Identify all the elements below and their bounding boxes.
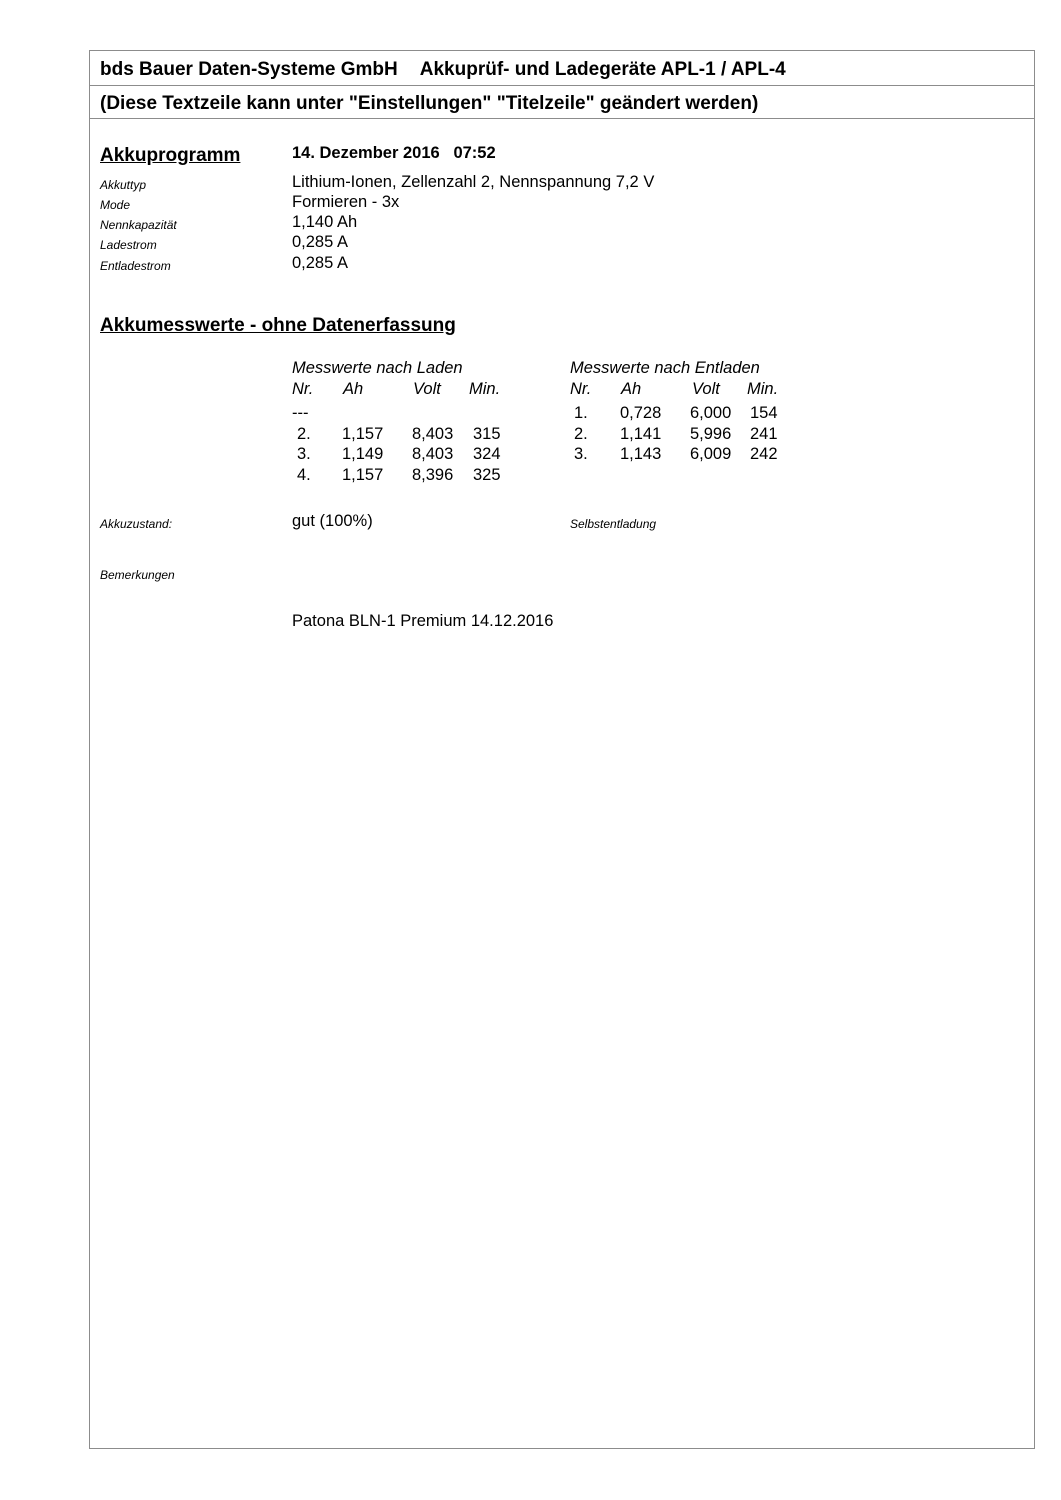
discharge-col-volt: Volt <box>692 380 720 398</box>
discharge-row-nr: 3. <box>574 445 588 463</box>
field-value-ladestrom: 0,285 A <box>292 233 348 251</box>
charge-row-nr: 4. <box>297 466 311 484</box>
program-datetime <box>292 144 496 163</box>
charge-row-min: 325 <box>473 466 501 484</box>
discharge-row-min: 241 <box>750 425 778 443</box>
discharge-row-volt: 5,996 <box>690 425 732 443</box>
discharge-table-title: Messwerte nach Entladen <box>570 359 760 377</box>
program-heading: Akkuprogramm <box>100 145 241 166</box>
discharge-col-min: Min. <box>747 380 779 398</box>
charge-row-nr: 3. <box>297 445 311 463</box>
charge-col-volt: Volt <box>413 380 441 398</box>
charge-row-ah: 1,157 <box>342 466 384 484</box>
field-label-ladestrom: Ladestrom <box>100 238 157 252</box>
discharge-row-ah: 0,728 <box>620 404 662 422</box>
field-value-akkutyp: Lithium-Ionen, Zellenzahl 2, Nennspannung 7,2 V <box>292 173 655 191</box>
charge-row-nr: 2. <box>297 425 311 443</box>
discharge-row-ah: 1,143 <box>620 445 662 463</box>
charge-col-nr: Nr. <box>292 380 314 398</box>
discharge-row-nr: 1. <box>574 404 588 422</box>
field-label-mode: Mode <box>100 198 131 212</box>
condition-value: gut (100%) <box>292 512 373 530</box>
condition-label: Akkuzustand: <box>100 517 173 531</box>
remarks-label: Bemerkungen <box>100 568 175 582</box>
charge-row-min: 315 <box>473 425 501 443</box>
field-label-nennkapazitaet: Nennkapazität <box>100 218 177 232</box>
charge-row-ah: 1,157 <box>342 425 384 443</box>
field-value-entladestrom: 0,285 A <box>292 254 348 272</box>
charge-row-placeholder: --- <box>292 404 309 422</box>
self-discharge-label: Selbstentladung <box>570 517 657 531</box>
charge-table-title: Messwerte nach Laden <box>292 359 463 377</box>
charge-row-min: 324 <box>473 445 501 463</box>
discharge-col-nr: Nr. <box>570 380 592 398</box>
company-name: bds Bauer Daten-Systeme GmbH <box>100 59 398 80</box>
discharge-row-volt: 6,000 <box>690 404 732 422</box>
header-title <box>100 59 786 81</box>
charge-row-volt: 8,403 <box>412 445 454 463</box>
program-time: 07:52 <box>453 144 496 162</box>
discharge-row-volt: 6,009 <box>690 445 732 463</box>
header-subtitle: (Diese Textzeile kann unter "Einstellungen" "Titelzeile" geändert werden) <box>100 93 759 114</box>
field-label-entladestrom: Entladestrom <box>100 259 171 273</box>
discharge-row-ah: 1,141 <box>620 425 662 443</box>
discharge-row-min: 154 <box>750 404 778 422</box>
measurements-heading: Akkumesswerte - ohne Datenerfassung <box>100 315 456 336</box>
field-label-akkutyp: Akkuttyp <box>100 178 147 192</box>
field-value-mode: Formieren - 3x <box>292 193 400 211</box>
header-divider <box>90 85 1034 86</box>
header-bottom-divider <box>90 118 1034 119</box>
charge-row-volt: 8,403 <box>412 425 454 443</box>
remarks-value: Patona BLN-1 Premium 14.12.2016 <box>292 612 554 630</box>
discharge-row-nr: 2. <box>574 425 588 443</box>
charge-row-ah: 1,149 <box>342 445 384 463</box>
charge-col-ah: Ah <box>343 380 364 398</box>
charge-col-min: Min. <box>469 380 501 398</box>
discharge-row-min: 242 <box>750 445 778 463</box>
report-frame <box>89 50 1035 1449</box>
field-value-nennkapazitaet: 1,140 Ah <box>292 213 358 231</box>
charge-row-volt: 8,396 <box>412 466 454 484</box>
product-name: Akkuprüf- und Ladegeräte APL-1 / APL-4 <box>419 59 786 80</box>
program-date: 14. Dezember 2016 <box>292 144 440 162</box>
discharge-col-ah: Ah <box>621 380 642 398</box>
